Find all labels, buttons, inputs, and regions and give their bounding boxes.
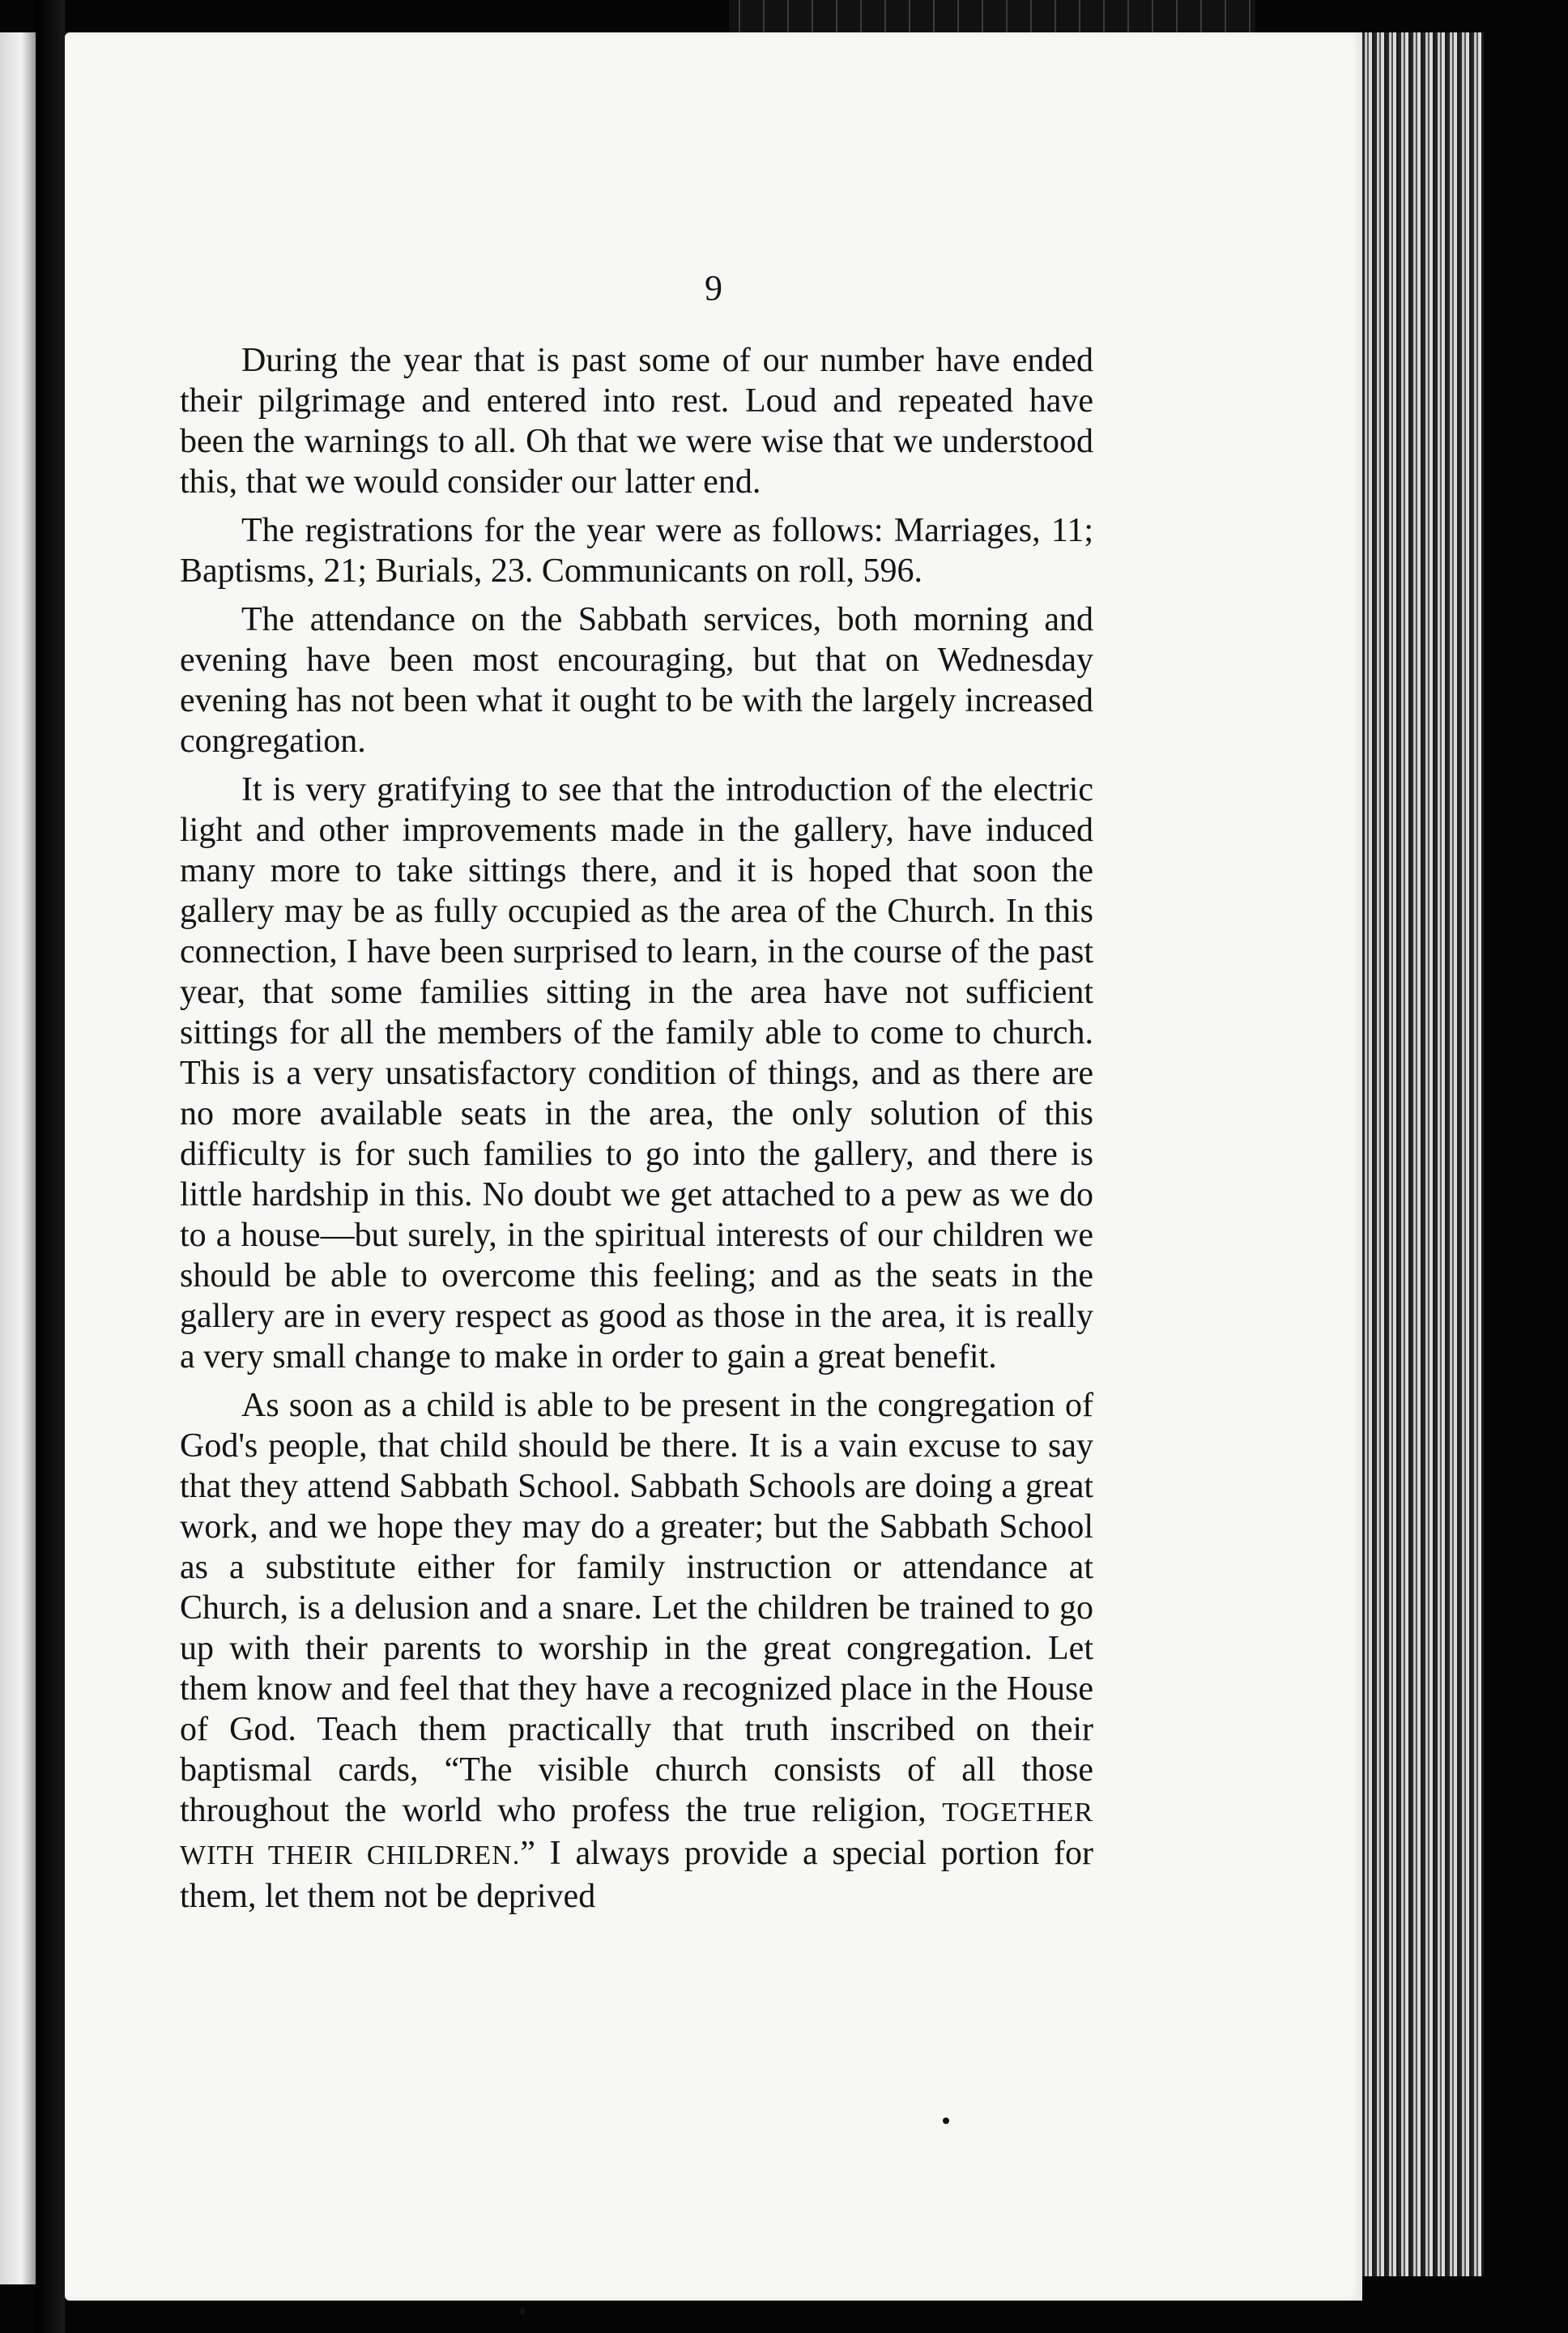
children-text-end: ” I always provide a special portion for them, let them not be deprived — [180, 1835, 1093, 1915]
paragraph-children — [180, 1385, 1093, 1917]
body-text — [180, 340, 1093, 1925]
paragraph-pilgrimage: During the year that is past some of our number have ended their pilgrimage and entered into rest. Loud and repeated have been the warnings to all. Oh that we were wise that we understood this, that we would consider our latter end. — [180, 342, 1093, 501]
previous-page-edge — [0, 32, 36, 2284]
page-header — [65, 0, 1362, 324]
scan-speck — [520, 2307, 525, 2315]
children-text-start: As soon as a child is able to be present in the congregation of God's people, that child should be there. It is a vain excuse to say that they attend Sabbath School. Sabbath Schools are doing a great work, and we hope they may do a greater; but the Sabbath School as a substitute either for family instruction or attendance at Church, is a delusion and a snare. Let the children be trained to go up with their parents to worship in the great congregation. Let them know and feel that they have a recognized place in the House of God. Teach them practically that truth inscribed on their baptismal cards, “The visible church consists of all those throughout the world who profess the true religion, — [180, 1387, 1093, 1829]
gutter-shadow — [36, 0, 65, 2333]
small-caps-phrase: TOGETHER WITH THEIR CHILDREN. — [180, 1798, 1094, 1870]
page-number: 9 — [705, 268, 722, 308]
paragraph-attendance: The attendance on the Sabbath services, both morning and evening have been most encouraging, but that on Wednesday evening has not been what it ought to be with the largely increased congregation. — [180, 601, 1093, 760]
scan-speck — [943, 2118, 949, 2124]
paragraph-gallery: It is very gratifying to see that the introduction of the electric light and other improvements made in the gallery, have induced many more to take sittings there, and it is hoped that soon the gallery may be as fully occupied as the area of the Church. In this connection, I have been surprised to learn, in the course of the past year, that some families sitting in the area have not sufficient sittings for all the members of the family able to come to church. This is a very unsatisfactory condition of things, and as there are no more available seats in the area, the only solution of this difficulty is for such families to go into the gallery, and there is little hardship in this. No doubt we get attached to a pew as we do to a house—but surely, in the spiritual interests of our children we should be able to overcome this feeling; and as the seats in the gallery are in every respect as good as those in the area, it is really a very small change to make in order to gain a great benefit. — [180, 771, 1093, 1375]
paragraph-registrations: The registrations for the year were as follows: Marriages, 11; Baptisms, 21; Burials, 23. Communicants on roll, 596. — [180, 512, 1093, 590]
stacked-page-edges — [1362, 32, 1484, 2276]
